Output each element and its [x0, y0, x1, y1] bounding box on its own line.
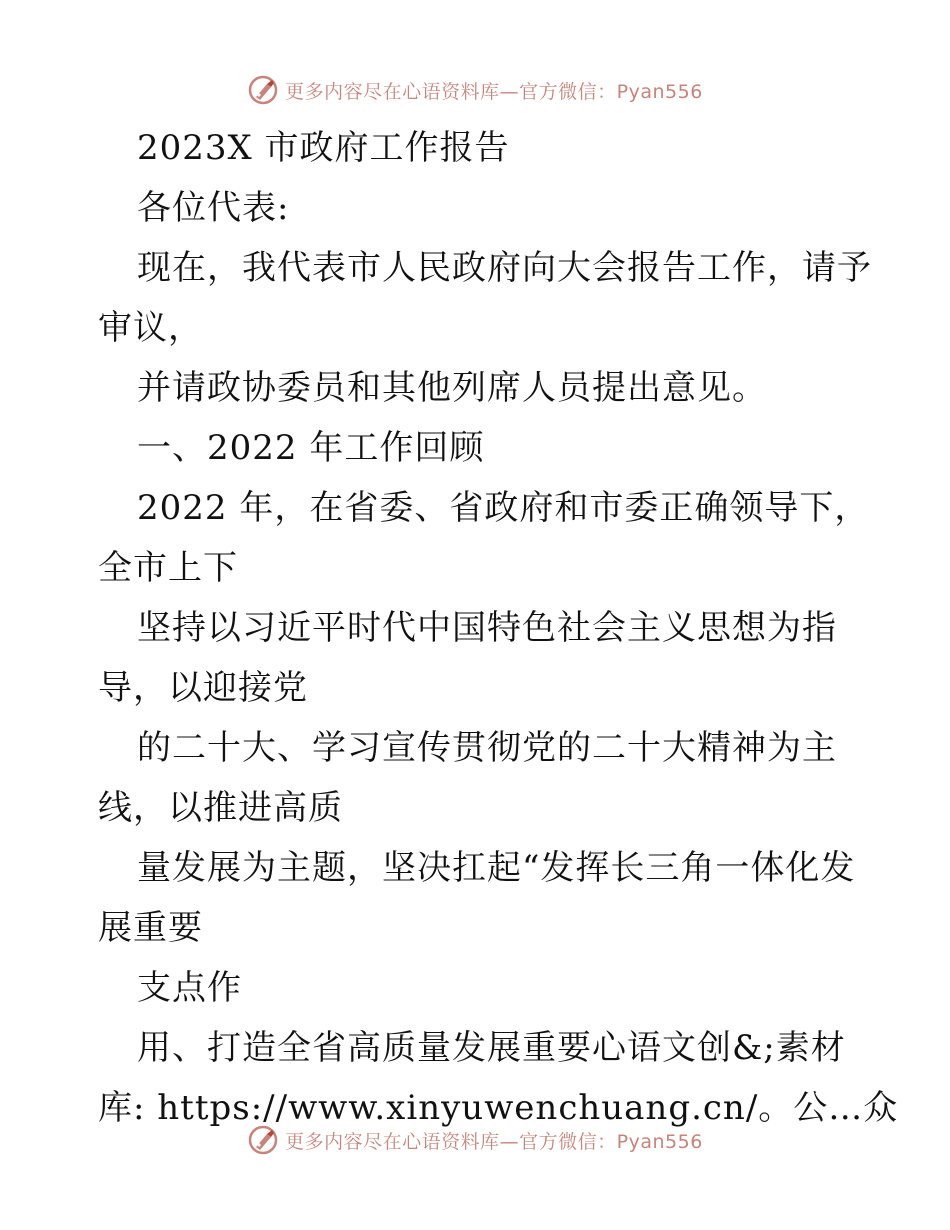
watermark-text: 更多内容尽在心语资料库—官方微信：Pyan556 — [285, 1130, 703, 1153]
paragraph-line: 线，以推进高质 — [98, 788, 343, 828]
paragraph-line: 用、打造全省高质量发展重要心语文创&;素材 — [137, 1028, 846, 1068]
paragraph-line: 导，以迎接党 — [98, 668, 308, 708]
paragraph-line: 量发展为主题，坚决扛起“发挥长三角一体化发 — [137, 848, 856, 888]
paragraph-line: 现在，我代表市人民政府向大会报告工作，请予 — [137, 248, 872, 288]
fountain-pen-logo-icon — [247, 1124, 279, 1156]
paragraph-line: 全市上下 — [98, 548, 238, 588]
paragraph-line: 支点作 — [137, 968, 242, 1008]
paragraph-line: 的二十大、学习宣传贯彻党的二十大精神为主 — [137, 728, 837, 768]
paragraph-line: 库: https://www.xinyuwenchuang.cn/。公…众 — [98, 1088, 899, 1128]
section-heading: 一、2022 年工作回顾 — [137, 428, 485, 468]
salutation: 各位代表: — [137, 188, 290, 228]
bottom-watermark — [0, 1120, 950, 1160]
paragraph-line: 并请政协委员和其他列席人员提出意见。 — [137, 368, 767, 408]
document-title: 2023X 市政府工作报告 — [137, 128, 510, 168]
paragraph-line: 坚持以习近平时代中国特色社会主义思想为指 — [137, 608, 837, 648]
watermark-text: 更多内容尽在心语资料库—官方微信：Pyan556 — [285, 80, 703, 103]
paragraph-line: 审议， — [98, 308, 203, 348]
paragraph-line: 2022 年，在省委、省政府和市委正确领导下， — [137, 488, 870, 528]
paragraph-line: 展重要 — [98, 908, 203, 948]
